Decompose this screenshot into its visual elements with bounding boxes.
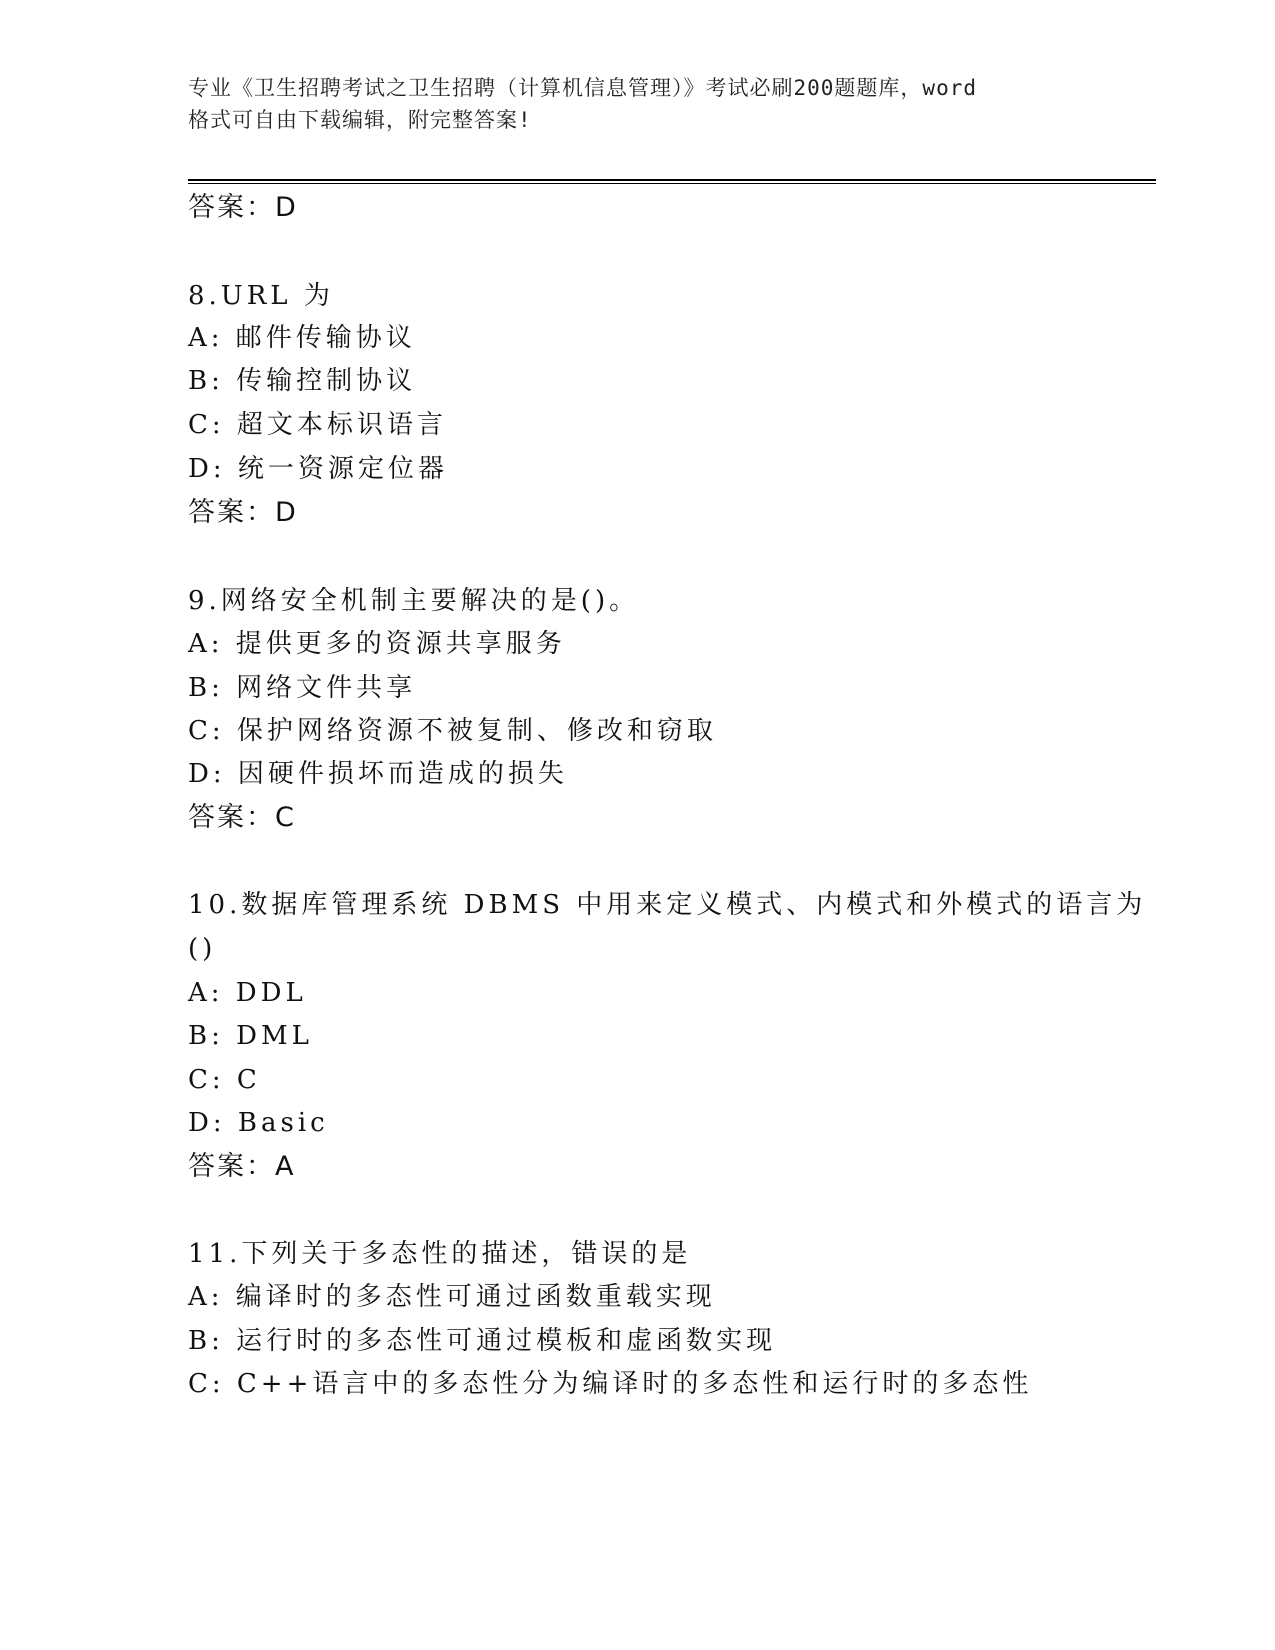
- question-9-stem: 9.网络安全机制主要解决的是()。: [188, 586, 640, 616]
- question-9-option-a: A: 提供更多的资源共享服务: [188, 629, 566, 659]
- answer-q9: 答案：C: [188, 802, 296, 833]
- question-8-option-c: C: 超文本标识语言: [188, 410, 447, 440]
- question-8-option-b: B: 传输控制协议: [188, 366, 417, 396]
- answer-q7: 答案：D: [188, 192, 298, 223]
- question-9-option-c: C: 保护网络资源不被复制、修改和窃取: [188, 716, 717, 746]
- header-line-1: 专业《卫生招聘考试之卫生招聘（计算机信息管理）》考试必刷200题题库，word: [188, 76, 977, 100]
- header-line-2: 格式可自由下载编辑，附完整答案!: [188, 108, 532, 132]
- question-10-option-b: B: DML: [188, 1021, 313, 1051]
- question-8-stem: 8.URL 为: [188, 281, 334, 311]
- question-8-option-a: A: 邮件传输协议: [188, 323, 416, 353]
- question-10-stem-line-1: 10.数据库管理系统 DBMS 中用来定义模式、内模式和外模式的语言为: [188, 890, 1147, 920]
- question-11-option-a: A: 编译时的多态性可通过函数重载实现: [188, 1282, 716, 1312]
- answer-q10: 答案：A: [188, 1151, 296, 1182]
- document-header: [188, 72, 1108, 136]
- header-divider-thin: [188, 183, 1156, 184]
- question-11-option-c: C: C++语言中的多态性分为编译时的多态性和运行时的多态性: [188, 1369, 1033, 1399]
- question-10-option-d: D: Basic: [188, 1108, 329, 1138]
- header-divider-thick: [188, 179, 1156, 181]
- question-11-stem: 11.下列关于多态性的描述，错误的是: [188, 1239, 692, 1269]
- question-10-option-c: C: C: [188, 1065, 261, 1095]
- question-11-option-b: B: 运行时的多态性可通过模板和虚函数实现: [188, 1326, 777, 1356]
- question-8-option-d: D: 统一资源定位器: [188, 454, 448, 484]
- question-9-option-b: B: 网络文件共享: [188, 673, 417, 703]
- question-10-stem-line-2: (): [188, 934, 217, 964]
- answer-q8: 答案：D: [188, 497, 298, 528]
- question-10-option-a: A: DDL: [188, 978, 307, 1008]
- question-9-option-d: D: 因硬件损坏而造成的损失: [188, 759, 568, 789]
